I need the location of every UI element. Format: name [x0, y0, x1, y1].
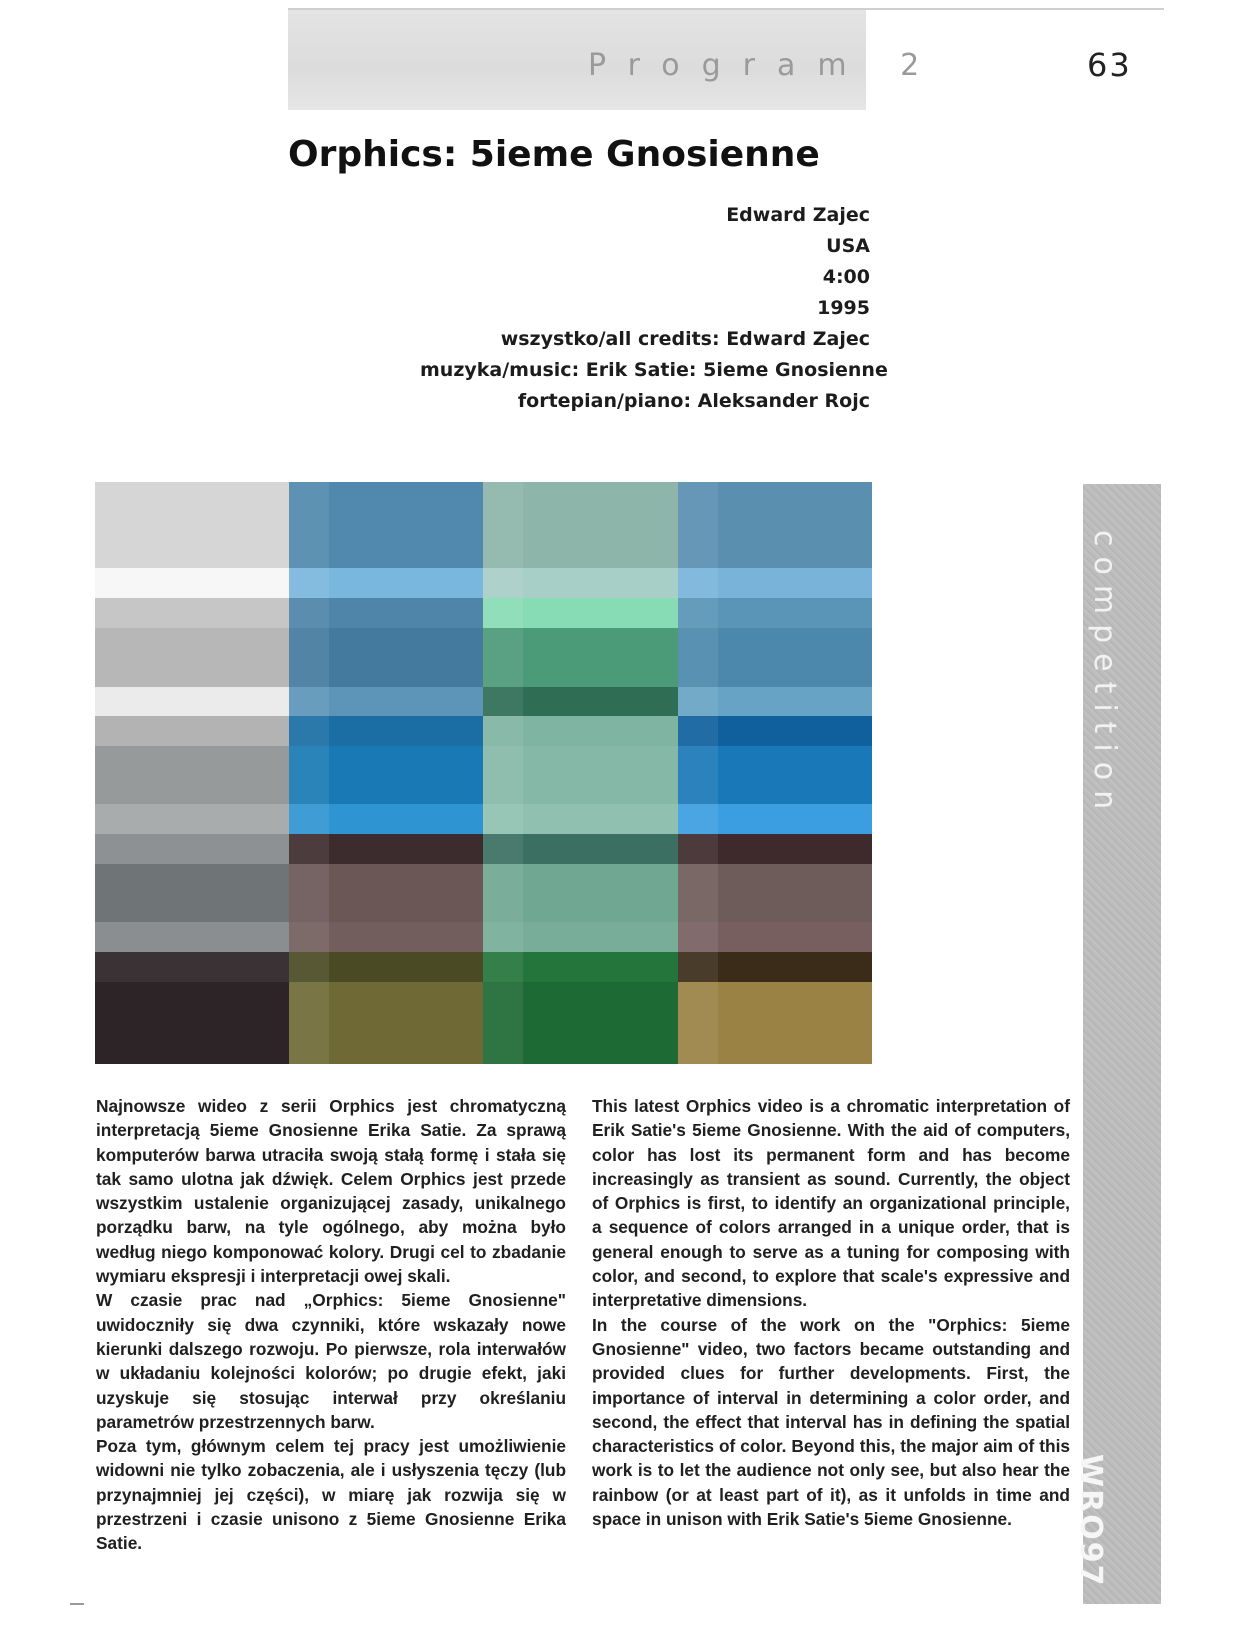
color-cell	[95, 687, 289, 716]
page-number: 63	[1087, 46, 1132, 84]
artwork-svg	[95, 482, 872, 1064]
color-cell	[95, 746, 289, 804]
page-corner-mark	[70, 1603, 84, 1605]
artwork-color-grid	[95, 482, 872, 1064]
credits-block	[420, 200, 888, 417]
credit-music: muzyka/music: Erik Satie: 5ieme Gnosienne	[420, 359, 888, 381]
credit-piano: fortepian/piano: Aleksander Rojc	[517, 390, 870, 412]
color-cell	[95, 482, 289, 568]
credit-duration: 4:00	[822, 266, 870, 288]
color-cell	[95, 952, 289, 982]
credit-country: USA	[826, 235, 870, 257]
color-cell	[95, 834, 289, 864]
credit-all: wszystko/all credits: Edward Zajec	[500, 328, 870, 350]
color-cell	[95, 982, 289, 1064]
section-label: Program 2	[588, 48, 942, 83]
pl-paragraph-3: Poza tym, głównym celem tej pracy jest umożliwienie widowni nie tylko zobaczenia, ale i usłyszenia tęczy (lub przynajmniej jej części), w miarę jak rozwija się w przestrzeni i czasie unisono z 5ieme Gnosienne Erika Satie.	[96, 1436, 566, 1554]
color-cell	[95, 716, 289, 746]
column-edge-shade	[289, 482, 329, 1064]
color-cell	[95, 628, 289, 687]
sidebar-label: competition	[1087, 530, 1122, 820]
en-paragraph-2: In the course of the work on the "Orphics: 5ieme Gnosienne" video, two factors became outstanding and provided clues for further developments. First, the importance of interval in determining a color order, and second, the effect that interval has in defining the spatial characteristics of color. Beyond this, the major aim of this work is to let the audience not only see, but also hear the rainbow (or at least part of it), as it unfolds in time and space in unison with Erik Satie's 5ieme Gnosienne.	[592, 1314, 1070, 1530]
color-cell	[95, 804, 289, 834]
credit-author: Edward Zajec	[726, 204, 870, 226]
color-cell	[95, 864, 289, 922]
description-polish	[96, 1094, 566, 1556]
color-cell	[95, 598, 289, 628]
description-english	[592, 1094, 1070, 1531]
column-edge-shade	[483, 482, 523, 1064]
color-cell	[95, 568, 289, 598]
color-cell	[95, 922, 289, 952]
pl-paragraph-2: W czasie prac nad „Orphics: 5ieme Gnosienne" uwidoczniły się dwa czynniki, które wskazały nowe kierunki dalszego rozwoju. Po pierwsze, rola interwałów w układaniu kolejności kolorów; po drugie efekt, jaki uzyskuje się stosując interwał przy określaniu parametrów przestrzennych barw.	[96, 1290, 566, 1432]
en-paragraph-1: This latest Orphics video is a chromatic interpretation of Erik Satie's 5ieme Gnosienne. With the aid of computers, color has lost its permanent form and has become increasingly as transient as sound. Currently, the object of Orphics is first, to identify an organizational principle, a sequence of colors arranged in a unique order, that is general enough to serve as a tuning for composing with color, and second, to explore that scale's expressive and interpretative dimensions.	[592, 1096, 1070, 1311]
festival-logo: WRO97	[1073, 1454, 1108, 1588]
work-title: Orphics: 5ieme Gnosienne	[288, 134, 820, 175]
pl-paragraph-1: Najnowsze wideo z serii Orphics jest chromatyczną interpretacją 5ieme Gnosienne Erika Satie. Za sprawą komputerów barwa utraciła swoją stałą formę i stała się tak samo ulotna jak dźwięk. Celem Orphics jest przede wszystkim ustalenie organizującej zasady, unikalnego porządku barw, na tyle ogólnego, aby można było według niego komponować kolory. Drugi cel to zbadanie wymiaru ekspresji i interpretacji owej skali.	[96, 1096, 566, 1287]
credit-year: 1995	[817, 297, 870, 319]
column-edge-shade	[678, 482, 718, 1064]
